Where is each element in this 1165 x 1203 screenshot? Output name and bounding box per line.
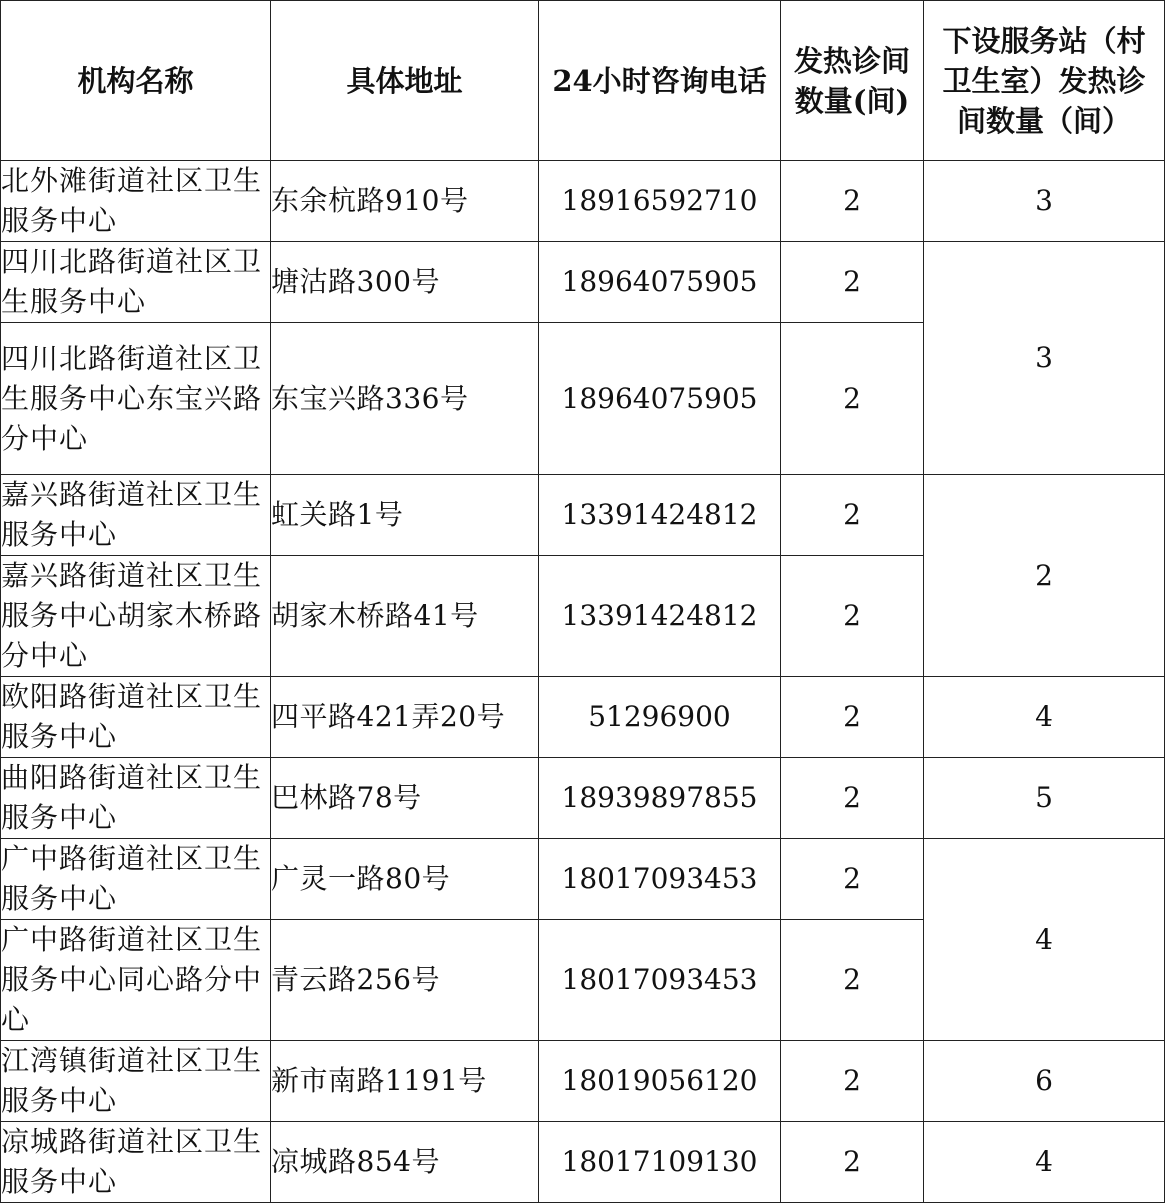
cell-name: 嘉兴路街道社区卫生服务中心胡家木桥路分中心 [1, 556, 271, 677]
cell-address: 巴林路78号 [271, 758, 539, 839]
cell-name: 欧阳路街道社区卫生服务中心 [1, 677, 271, 758]
cell-address: 凉城路854号 [271, 1122, 539, 1203]
cell-name: 北外滩街道社区卫生服务中心 [1, 161, 271, 242]
cell-address: 四平路421弄20号 [271, 677, 539, 758]
header-fever-clinics: 发热诊间数量(间) [781, 1, 924, 161]
cell-fever-clinics: 2 [781, 242, 924, 323]
table-row [1, 475, 1165, 556]
cell-address: 新市南路1191号 [271, 1041, 539, 1122]
cell-station-clinics: 4 [924, 677, 1165, 758]
cell-address: 塘沽路300号 [271, 242, 539, 323]
cell-address: 胡家木桥路41号 [271, 556, 539, 677]
cell-phone: 51296900 [539, 677, 781, 758]
table-row [1, 1041, 1165, 1122]
cell-station-clinics: 2 [924, 475, 1165, 677]
cell-fever-clinics: 2 [781, 475, 924, 556]
cell-station-clinics: 6 [924, 1041, 1165, 1122]
table-row [1, 242, 1165, 323]
cell-phone: 13391424812 [539, 556, 781, 677]
cell-fever-clinics: 2 [781, 758, 924, 839]
cell-fever-clinics: 2 [781, 556, 924, 677]
cell-name: 四川北路街道社区卫生服务中心东宝兴路分中心 [1, 323, 271, 475]
cell-station-clinics: 5 [924, 758, 1165, 839]
header-name: 机构名称 [1, 1, 271, 161]
cell-address: 广灵一路80号 [271, 839, 539, 920]
cell-name: 广中路街道社区卫生服务中心同心路分中心 [1, 920, 271, 1041]
cell-phone: 18964075905 [539, 323, 781, 475]
table-row [1, 677, 1165, 758]
cell-fever-clinics: 2 [781, 920, 924, 1041]
cell-name: 广中路街道社区卫生服务中心 [1, 839, 271, 920]
cell-fever-clinics: 2 [781, 1122, 924, 1203]
cell-station-clinics: 3 [924, 161, 1165, 242]
cell-phone: 18939897855 [539, 758, 781, 839]
header-station-clinics: 下设服务站（村卫生室）发热诊间数量（间） [924, 1, 1165, 161]
table-body [1, 161, 1165, 1203]
cell-address: 东宝兴路336号 [271, 323, 539, 475]
cell-fever-clinics: 2 [781, 677, 924, 758]
cell-fever-clinics: 2 [781, 1041, 924, 1122]
cell-phone: 18017093453 [539, 839, 781, 920]
table-row [1, 161, 1165, 242]
cell-address: 青云路256号 [271, 920, 539, 1041]
table-row [1, 839, 1165, 920]
cell-fever-clinics: 2 [781, 839, 924, 920]
table-row [1, 758, 1165, 839]
header-phone: 24小时咨询电话 [539, 1, 781, 161]
cell-phone: 18964075905 [539, 242, 781, 323]
table-row [1, 1122, 1165, 1203]
cell-phone: 18017093453 [539, 920, 781, 1041]
cell-name: 曲阳路街道社区卫生服务中心 [1, 758, 271, 839]
cell-address: 虹关路1号 [271, 475, 539, 556]
cell-phone: 18019056120 [539, 1041, 781, 1122]
cell-address: 东余杭路910号 [271, 161, 539, 242]
cell-phone: 13391424812 [539, 475, 781, 556]
cell-station-clinics: 3 [924, 242, 1165, 475]
cell-fever-clinics: 2 [781, 161, 924, 242]
cell-fever-clinics: 2 [781, 323, 924, 475]
cell-name: 江湾镇街道社区卫生服务中心 [1, 1041, 271, 1122]
cell-phone: 18916592710 [539, 161, 781, 242]
cell-name: 凉城路街道社区卫生服务中心 [1, 1122, 271, 1203]
cell-name: 四川北路街道社区卫生服务中心 [1, 242, 271, 323]
header-address: 具体地址 [271, 1, 539, 161]
table-header-row [1, 1, 1165, 161]
cell-name: 嘉兴路街道社区卫生服务中心 [1, 475, 271, 556]
cell-station-clinics: 4 [924, 839, 1165, 1041]
cell-phone: 18017109130 [539, 1122, 781, 1203]
cell-station-clinics: 4 [924, 1122, 1165, 1203]
